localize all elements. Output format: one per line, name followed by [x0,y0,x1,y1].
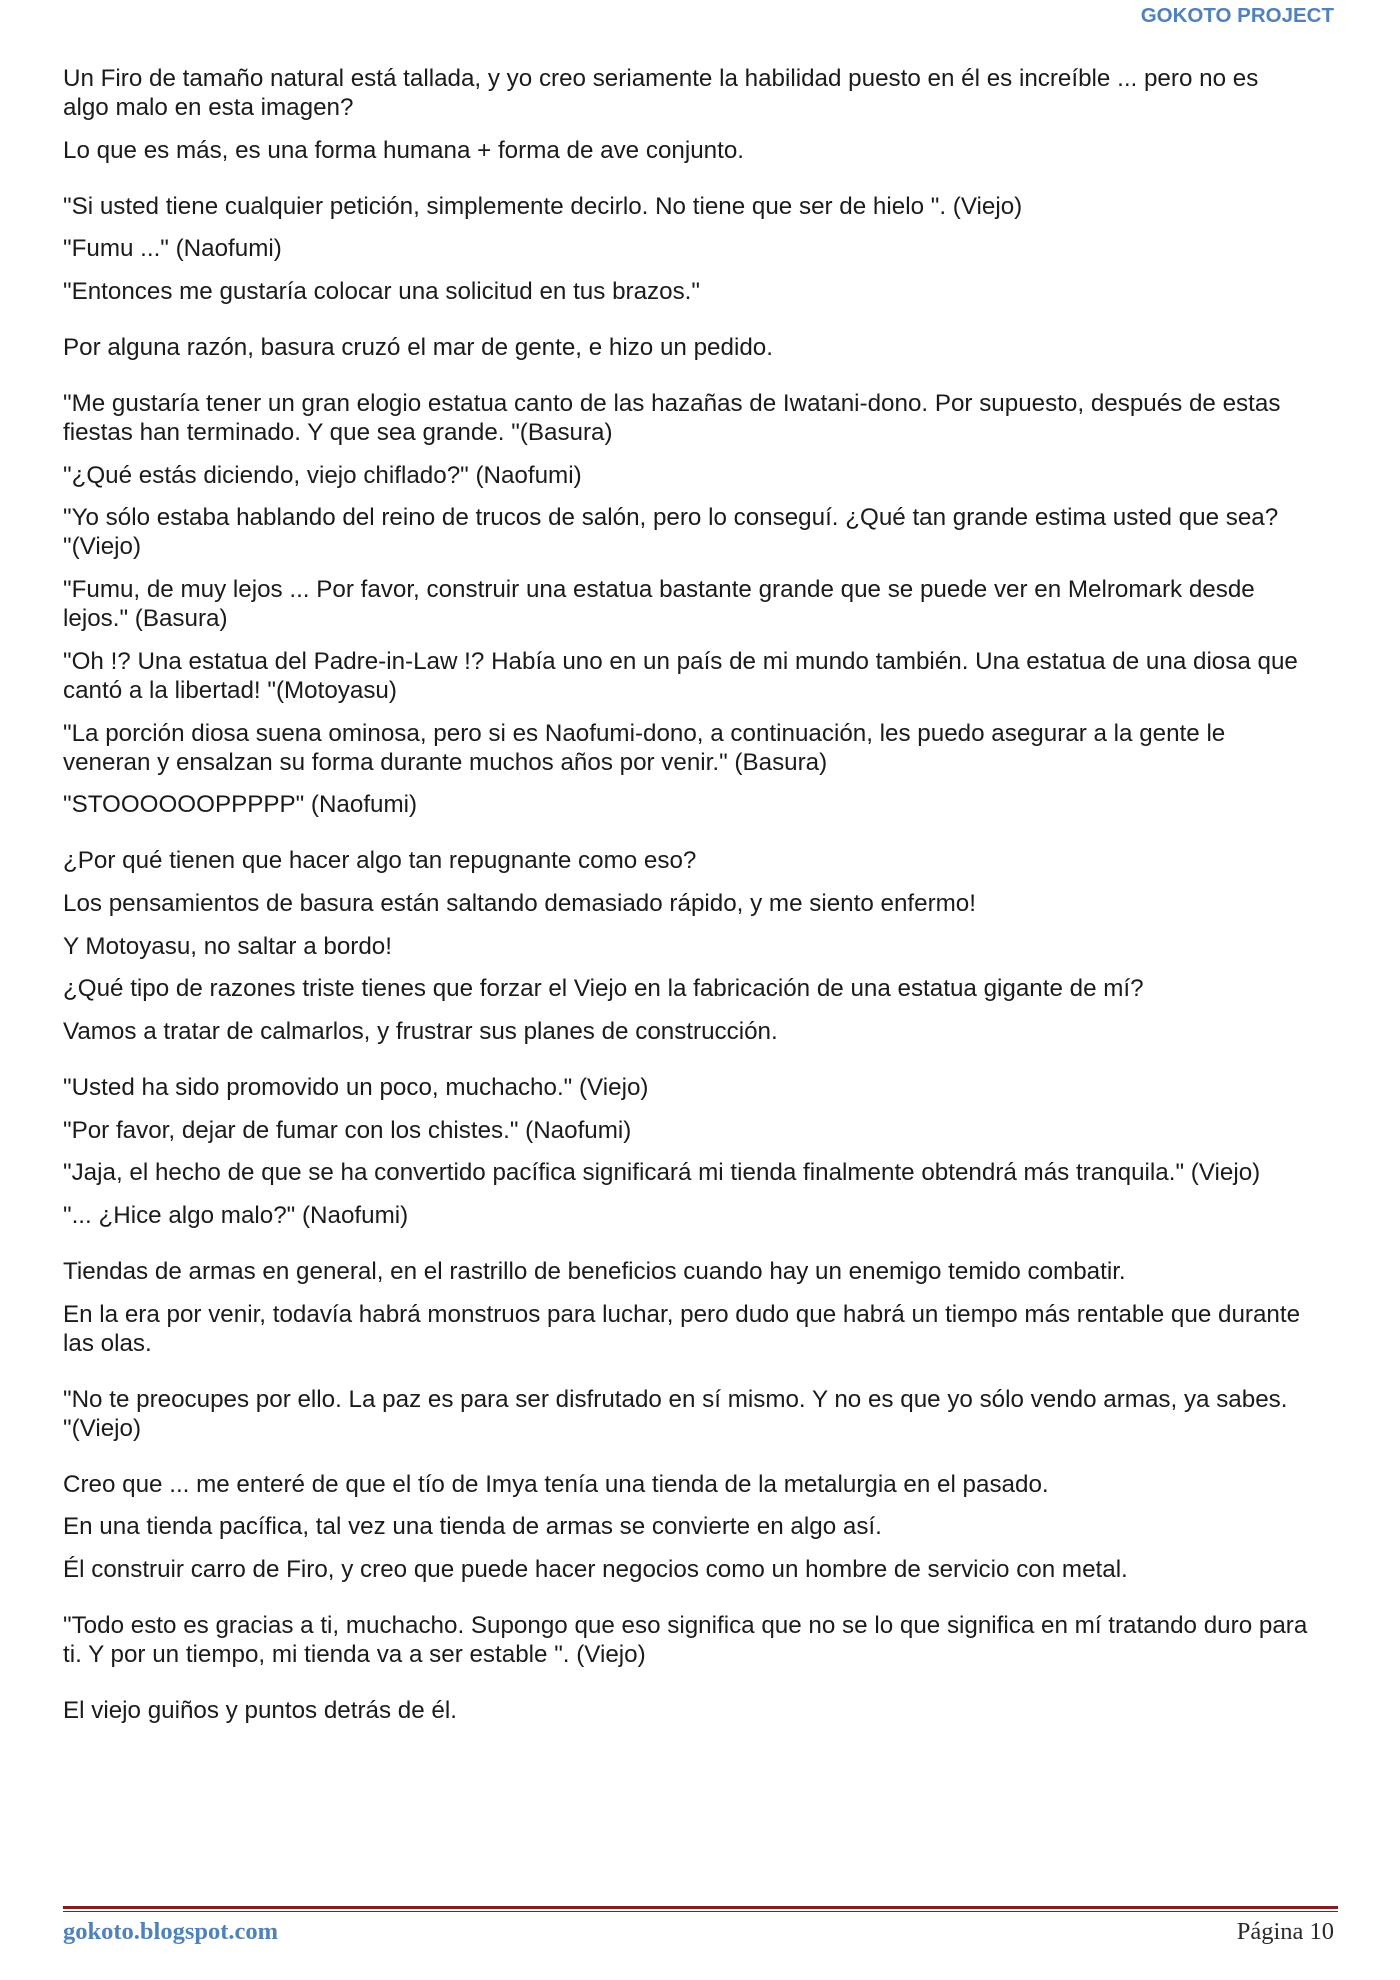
paragraph [63,192,1363,221]
paragraph [63,846,1363,875]
text-section [63,1696,1363,1725]
text-line: veneran y ensalzan su forma durante muchos años por venir." (Basura) [63,748,828,776]
paragraph [63,932,1363,961]
text-line: "La porción diosa suena ominosa, pero si es Naofumi-dono, a continuación, les puedo asegurar a la gente le [63,719,1226,747]
text-line: Él construir carro de Firo, y creo que puede hacer negocios como un hombre de servicio con metal. [63,1556,1128,1584]
paragraph [63,277,1363,306]
page-number: Página 10 [1236,1918,1334,1945]
paragraph [63,1555,1363,1584]
text-line: "Entonces me gustaría colocar una solicitud en tus brazos." [63,278,700,306]
text-line: Un Firo de tamaño natural está tallada, y yo creo seriamente la habilidad puesto en él es increíble ... pero no es [63,65,1259,92]
paragraph [63,503,1363,561]
paragraph [63,647,1363,705]
text-line: "Fumu ..." (Naofumi) [63,235,282,263]
text-section [63,1611,1363,1669]
text-line: "STOOOOOOPPPPP" (Naofumi) [63,791,418,819]
paragraph [63,719,1363,777]
text-line: "Oh !? Una estatua del Padre-in-Law !? Había uno en un país de mi mundo también. Una estatua de una diosa que [63,647,1298,675]
paragraph [63,234,1363,263]
text-section [63,846,1363,1046]
paragraph [63,1385,1363,1443]
paragraph [63,1696,1363,1725]
paragraph [63,1300,1363,1358]
footer-site-link[interactable]: gokoto.blogspot.com [63,1918,279,1945]
paragraph [63,1201,1363,1230]
text-line: algo malo en esta imagen? [63,94,354,121]
footer-divider-thin-line [63,1911,1338,1912]
text-line: "Usted ha sido promovido un poco, muchacho." (Viejo) [63,1073,649,1101]
paragraph [63,389,1363,447]
paragraph [63,1116,1363,1145]
text-section [63,333,1363,362]
paragraph [63,333,1363,362]
paragraph [63,974,1363,1003]
text-line: ¿Qué tipo de razones triste tienes que forzar el Viejo en la fabricación de una estatua gigante de mí? [63,975,1144,1003]
text-section [63,389,1363,819]
text-line: "(Viejo) [63,1414,142,1442]
document-body [63,64,1363,1739]
paragraph [63,1512,1363,1541]
paragraph [63,575,1363,633]
text-line: "Fumu, de muy lejos ... Por favor, construir una estatua bastante grande que se puede ver en Melromark desde [63,576,1255,604]
paragraph [63,1470,1363,1499]
paragraph [63,1017,1363,1046]
text-line: "Todo esto es gracias a ti, muchacho. Supongo que eso significa que no se lo que significa en mí tratando duro para [63,1612,1308,1640]
text-line: las olas. [63,1329,152,1357]
paragraph [63,1611,1363,1669]
text-line: Los pensamientos de basura están saltando demasiado rápido, y me siento enfermo! [63,889,976,917]
paragraph [63,889,1363,918]
text-line: "Por favor, dejar de fumar con los chistes." (Naofumi) [63,1116,632,1144]
text-line: lejos." (Basura) [63,605,228,633]
text-line: ¿Por qué tienen que hacer algo tan repugnante como eso? [63,847,697,875]
text-section [63,64,1363,165]
text-line: fiestas han terminado. Y que sea grande. "(Basura) [63,419,613,447]
text-line: Por alguna razón, basura cruzó el mar de gente, e hizo un pedido. [63,334,773,362]
paragraph [63,1257,1363,1286]
text-line: "No te preocupes por ello. La paz es para ser disfrutado en sí mismo. Y no es que yo sólo vendo armas, ya sabes. [63,1385,1288,1413]
text-line: Creo que ... me enteré de que el tío de Imya tenía una tienda de la metalurgia en el pasado. [63,1470,1049,1498]
text-line: Vamos a tratar de calmarlos, y frustrar sus planes de construcción. [63,1017,778,1045]
paragraph [63,64,1363,122]
text-line: Lo que es más, es una forma humana + forma de ave conjunto. [63,136,745,164]
text-line: "¿Qué estás diciendo, viejo chiflado?" (Naofumi) [63,461,582,489]
paragraph [63,1158,1363,1187]
text-section [63,1073,1363,1230]
text-line: Y Motoyasu, no saltar a bordo! [63,932,392,960]
page-header-title: GOKOTO PROJECT [1140,4,1334,27]
text-section [63,1385,1363,1443]
paragraph [63,136,1363,165]
text-line: cantó a la libertad! "(Motoyasu) [63,676,397,704]
text-line: El viejo guiños y puntos detrás de él. [63,1697,457,1725]
text-line: En una tienda pacífica, tal vez una tienda de armas se convierte en algo así. [63,1513,882,1541]
paragraph [63,461,1363,490]
text-section [63,192,1363,306]
text-line: Tiendas de armas en general, en el rastrillo de beneficios cuando hay un enemigo temido combatir. [63,1258,1126,1285]
footer-divider-thick-line [63,1906,1338,1909]
footer-divider [63,1906,1338,1912]
text-line: En la era por venir, todavía habrá monstruos para luchar, pero dudo que habrá un tiempo más rentable que durante [63,1300,1301,1328]
text-line: "... ¿Hice algo malo?" (Naofumi) [63,1202,409,1229]
text-line: "Yo sólo estaba hablando del reino de trucos de salón, pero lo conseguí. ¿Qué tan grande estima usted que sea? [63,504,1279,532]
text-line: "Si usted tiene cualquier petición, simplemente decirlo. No tiene que ser de hielo ". (Viejo) [63,192,1023,220]
paragraph [63,1073,1363,1102]
paragraph [63,790,1363,819]
text-section [63,1470,1363,1584]
text-line: "Me gustaría tener un gran elogio estatua canto de las hazañas de Iwatani-dono. Por supuesto, después de estas [63,390,1281,418]
text-line: "Jaja, el hecho de que se ha convertido pacífica significará mi tienda finalmente obtendrá más tranquila." (Viejo) [63,1159,1261,1187]
text-line: ti. Y por un tiempo, mi tienda va a ser estable ". (Viejo) [63,1641,646,1669]
text-line: "(Viejo) [63,533,142,561]
text-section [63,1257,1363,1358]
